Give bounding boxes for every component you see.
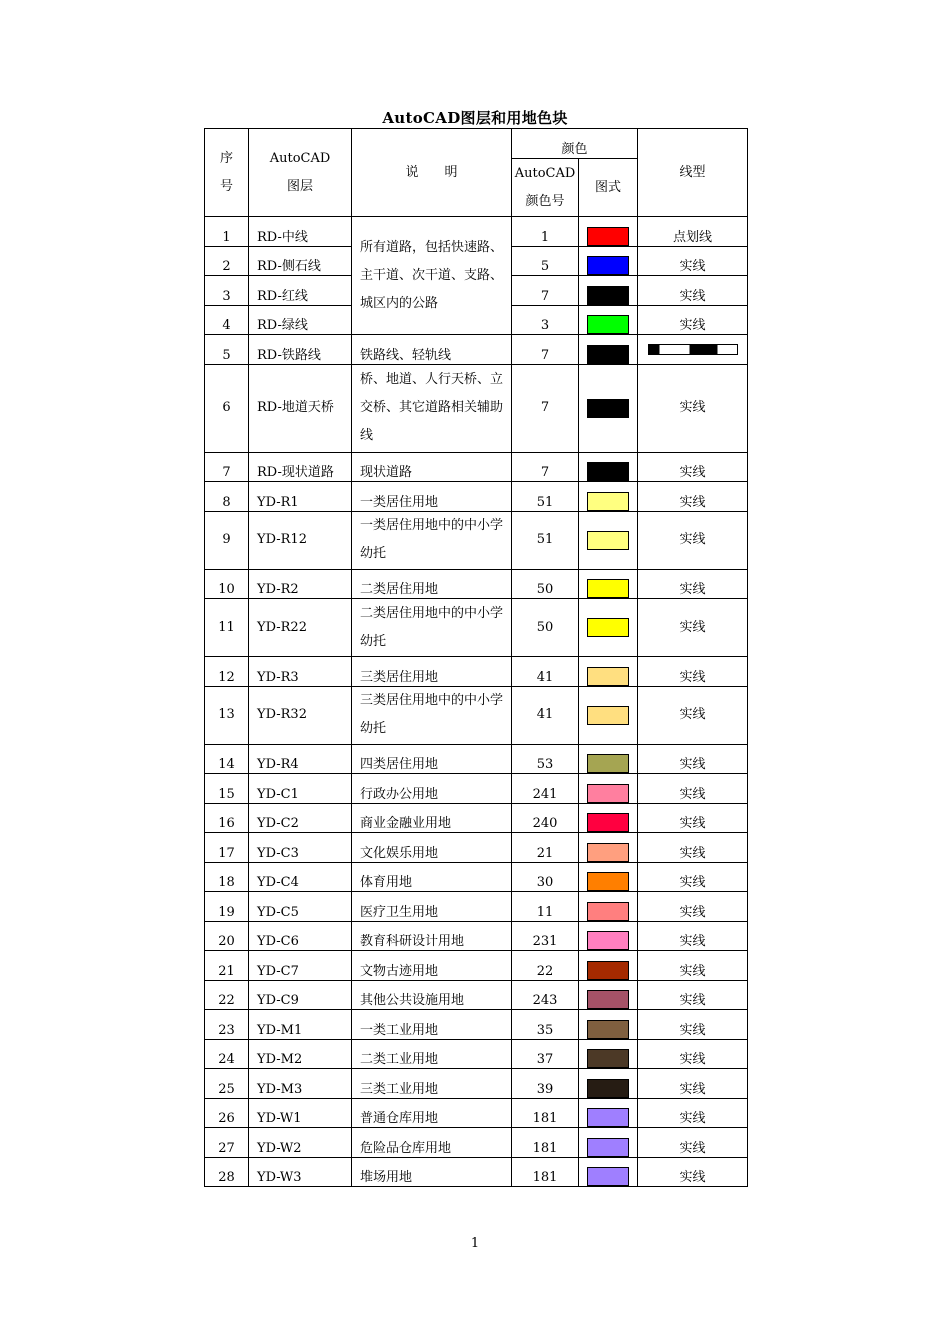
layer-name: YD-C7 bbox=[249, 951, 352, 981]
table-row bbox=[205, 833, 748, 863]
table-row bbox=[205, 364, 748, 452]
color-swatch-cell bbox=[579, 217, 638, 247]
linetype: 实线 bbox=[638, 569, 748, 599]
land-use-description: 二类居住用地中的中小学幼托 bbox=[352, 599, 512, 657]
color-number: 181 bbox=[512, 1157, 579, 1187]
row-number: 7 bbox=[205, 452, 249, 482]
color-number: 243 bbox=[512, 980, 579, 1010]
color-swatch bbox=[587, 961, 629, 980]
color-number: 181 bbox=[512, 1128, 579, 1158]
color-swatch-cell bbox=[579, 482, 638, 512]
table-row bbox=[205, 892, 748, 922]
land-use-description: 二类工业用地 bbox=[352, 1039, 512, 1069]
table-row bbox=[205, 1098, 748, 1128]
color-swatch-cell bbox=[579, 599, 638, 657]
linetype: 实线 bbox=[638, 482, 748, 512]
row-number: 22 bbox=[205, 980, 249, 1010]
color-swatch-cell bbox=[579, 452, 638, 482]
table-row bbox=[205, 744, 748, 774]
linetype: 实线 bbox=[638, 686, 748, 744]
land-use-description: 现状道路 bbox=[352, 452, 512, 482]
color-number: 181 bbox=[512, 1098, 579, 1128]
color-swatch bbox=[587, 754, 629, 773]
color-swatch-cell bbox=[579, 364, 638, 452]
header-color: 颜色 bbox=[512, 129, 638, 159]
color-number: 51 bbox=[512, 511, 579, 569]
color-number: 11 bbox=[512, 892, 579, 922]
color-number: 51 bbox=[512, 482, 579, 512]
linetype: 实线 bbox=[638, 1128, 748, 1158]
layer-color-table bbox=[204, 128, 748, 1187]
table-row bbox=[205, 1039, 748, 1069]
table-row bbox=[205, 951, 748, 981]
land-use-description: 三类居住用地中的中小学幼托 bbox=[352, 686, 512, 744]
table-row bbox=[205, 511, 748, 569]
color-swatch bbox=[587, 618, 629, 637]
row-number: 24 bbox=[205, 1039, 249, 1069]
color-number: 41 bbox=[512, 686, 579, 744]
header-color-no: AutoCAD 颜色号 bbox=[512, 159, 579, 217]
layer-name: YD-C9 bbox=[249, 980, 352, 1010]
land-use-description: 三类工业用地 bbox=[352, 1069, 512, 1099]
layer-name: RD-铁路线 bbox=[249, 335, 352, 365]
color-swatch-cell bbox=[579, 1069, 638, 1099]
row-number: 17 bbox=[205, 833, 249, 863]
row-number: 5 bbox=[205, 335, 249, 365]
color-number: 30 bbox=[512, 862, 579, 892]
color-swatch bbox=[587, 1108, 629, 1127]
row-number: 18 bbox=[205, 862, 249, 892]
land-use-description: 危险品仓库用地 bbox=[352, 1128, 512, 1158]
color-swatch-cell bbox=[579, 744, 638, 774]
linetype: 实线 bbox=[638, 1157, 748, 1187]
header-pattern: 图式 bbox=[579, 159, 638, 217]
row-number: 12 bbox=[205, 657, 249, 687]
row-number: 1 bbox=[205, 217, 249, 247]
color-swatch bbox=[587, 872, 629, 891]
row-number: 3 bbox=[205, 276, 249, 306]
color-swatch bbox=[587, 227, 629, 246]
layer-name: YD-R3 bbox=[249, 657, 352, 687]
color-swatch-cell bbox=[579, 1010, 638, 1040]
color-number: 50 bbox=[512, 569, 579, 599]
color-swatch bbox=[587, 579, 629, 598]
linetype: 实线 bbox=[638, 803, 748, 833]
layer-name: YD-R22 bbox=[249, 599, 352, 657]
layer-name: YD-M3 bbox=[249, 1069, 352, 1099]
land-use-description: 一类居住用地 bbox=[352, 482, 512, 512]
color-swatch bbox=[587, 345, 629, 364]
row-number: 23 bbox=[205, 1010, 249, 1040]
land-use-description: 三类居住用地 bbox=[352, 657, 512, 687]
road-group-description: 所有道路，包括快速路、主干道、次干道、支路、城区内的公路 bbox=[352, 217, 512, 335]
color-swatch-cell bbox=[579, 921, 638, 951]
row-number: 19 bbox=[205, 892, 249, 922]
layer-name: YD-C1 bbox=[249, 774, 352, 804]
color-swatch bbox=[587, 813, 629, 832]
color-number: 241 bbox=[512, 774, 579, 804]
color-number: 1 bbox=[512, 217, 579, 247]
color-swatch bbox=[587, 492, 629, 511]
row-number: 6 bbox=[205, 364, 249, 452]
color-swatch bbox=[587, 931, 629, 950]
layer-name: YD-M1 bbox=[249, 1010, 352, 1040]
land-use-description: 文化娱乐用地 bbox=[352, 833, 512, 863]
color-swatch bbox=[587, 1049, 629, 1068]
layer-name: YD-M2 bbox=[249, 1039, 352, 1069]
row-number: 8 bbox=[205, 482, 249, 512]
land-use-description: 堆场用地 bbox=[352, 1157, 512, 1187]
layer-name: RD-地道天桥 bbox=[249, 364, 352, 452]
row-number: 26 bbox=[205, 1098, 249, 1128]
color-number: 50 bbox=[512, 599, 579, 657]
color-number: 5 bbox=[512, 246, 579, 276]
linetype: 实线 bbox=[638, 744, 748, 774]
layer-name: YD-R4 bbox=[249, 744, 352, 774]
color-swatch-cell bbox=[579, 862, 638, 892]
land-use-description: 一类工业用地 bbox=[352, 1010, 512, 1040]
table-row bbox=[205, 921, 748, 951]
color-swatch-cell bbox=[579, 1039, 638, 1069]
color-number: 35 bbox=[512, 1010, 579, 1040]
railway-line-pattern-icon bbox=[648, 344, 738, 355]
header-linetype: 线型 bbox=[638, 129, 748, 217]
color-swatch-cell bbox=[579, 335, 638, 365]
layer-name: RD-中线 bbox=[249, 217, 352, 247]
table-row bbox=[205, 1128, 748, 1158]
linetype: 点划线 bbox=[638, 217, 748, 247]
layer-name: YD-R1 bbox=[249, 482, 352, 512]
linetype: 实线 bbox=[638, 921, 748, 951]
color-number: 53 bbox=[512, 744, 579, 774]
color-swatch-cell bbox=[579, 1128, 638, 1158]
layer-name: YD-W1 bbox=[249, 1098, 352, 1128]
table-header-row bbox=[205, 129, 748, 159]
linetype: 实线 bbox=[638, 1010, 748, 1040]
color-swatch-cell bbox=[579, 686, 638, 744]
header-layer: AutoCAD 图层 bbox=[249, 129, 352, 217]
table-row bbox=[205, 1157, 748, 1187]
land-use-description: 二类居住用地 bbox=[352, 569, 512, 599]
color-swatch-cell bbox=[579, 774, 638, 804]
linetype: 实线 bbox=[638, 892, 748, 922]
page-number: 1 bbox=[470, 1236, 480, 1251]
table-row bbox=[205, 599, 748, 657]
linetype: 实线 bbox=[638, 511, 748, 569]
color-number: 7 bbox=[512, 276, 579, 306]
land-use-description: 医疗卫生用地 bbox=[352, 892, 512, 922]
color-swatch bbox=[587, 706, 629, 725]
linetype: 实线 bbox=[638, 1069, 748, 1099]
layer-name: YD-C2 bbox=[249, 803, 352, 833]
land-use-description: 一类居住用地中的中小学幼托 bbox=[352, 511, 512, 569]
color-swatch bbox=[587, 286, 629, 305]
layer-name: RD-现状道路 bbox=[249, 452, 352, 482]
color-swatch-cell bbox=[579, 657, 638, 687]
color-swatch bbox=[587, 1079, 629, 1098]
table-row bbox=[205, 335, 748, 365]
color-swatch bbox=[587, 531, 629, 550]
color-swatch-cell bbox=[579, 803, 638, 833]
row-number: 20 bbox=[205, 921, 249, 951]
layer-name: YD-W2 bbox=[249, 1128, 352, 1158]
color-swatch bbox=[587, 399, 629, 418]
color-number: 22 bbox=[512, 951, 579, 981]
land-use-description: 体育用地 bbox=[352, 862, 512, 892]
layer-name: YD-R2 bbox=[249, 569, 352, 599]
color-swatch bbox=[587, 1167, 629, 1186]
color-swatch bbox=[587, 1020, 629, 1039]
row-number: 11 bbox=[205, 599, 249, 657]
layer-name: RD-侧石线 bbox=[249, 246, 352, 276]
land-use-description: 其他公共设施用地 bbox=[352, 980, 512, 1010]
row-number: 15 bbox=[205, 774, 249, 804]
linetype: 实线 bbox=[638, 364, 748, 452]
color-number: 37 bbox=[512, 1039, 579, 1069]
table-row bbox=[205, 657, 748, 687]
land-use-description: 普通仓库用地 bbox=[352, 1098, 512, 1128]
linetype: 实线 bbox=[638, 833, 748, 863]
row-number: 25 bbox=[205, 1069, 249, 1099]
color-swatch-cell bbox=[579, 951, 638, 981]
land-use-description: 文物古迹用地 bbox=[352, 951, 512, 981]
linetype: 实线 bbox=[638, 305, 748, 335]
row-number: 9 bbox=[205, 511, 249, 569]
layer-name: YD-C6 bbox=[249, 921, 352, 951]
color-swatch bbox=[587, 256, 629, 275]
color-swatch-cell bbox=[579, 569, 638, 599]
linetype: 实线 bbox=[638, 951, 748, 981]
color-number: 3 bbox=[512, 305, 579, 335]
land-use-description: 桥、地道、人行天桥、立交桥、其它道路相关辅助线 bbox=[352, 364, 512, 452]
color-number: 41 bbox=[512, 657, 579, 687]
linetype: 实线 bbox=[638, 276, 748, 306]
table-row bbox=[205, 452, 748, 482]
land-use-description: 四类居住用地 bbox=[352, 744, 512, 774]
layer-name: RD-绿线 bbox=[249, 305, 352, 335]
layer-name: YD-R12 bbox=[249, 511, 352, 569]
color-number: 7 bbox=[512, 364, 579, 452]
row-number: 2 bbox=[205, 246, 249, 276]
document-title: AutoCAD图层和用地色块 bbox=[382, 109, 568, 127]
color-swatch-cell bbox=[579, 276, 638, 306]
row-number: 14 bbox=[205, 744, 249, 774]
linetype: 实线 bbox=[638, 246, 748, 276]
linetype: 实线 bbox=[638, 774, 748, 804]
row-number: 4 bbox=[205, 305, 249, 335]
layer-name: YD-C3 bbox=[249, 833, 352, 863]
layer-name: YD-C4 bbox=[249, 862, 352, 892]
color-number: 7 bbox=[512, 452, 579, 482]
linetype: 实线 bbox=[638, 980, 748, 1010]
land-use-description: 铁路线、轻轨线 bbox=[352, 335, 512, 365]
row-number: 13 bbox=[205, 686, 249, 744]
table-row bbox=[205, 1010, 748, 1040]
layer-name: YD-R32 bbox=[249, 686, 352, 744]
color-swatch-cell bbox=[579, 833, 638, 863]
linetype bbox=[638, 335, 748, 365]
row-number: 27 bbox=[205, 1128, 249, 1158]
color-swatch-cell bbox=[579, 892, 638, 922]
color-swatch-cell bbox=[579, 511, 638, 569]
linetype: 实线 bbox=[638, 1098, 748, 1128]
table-row bbox=[205, 1069, 748, 1099]
linetype: 实线 bbox=[638, 452, 748, 482]
color-swatch bbox=[587, 462, 629, 481]
table-row bbox=[205, 482, 748, 512]
color-swatch bbox=[587, 1138, 629, 1157]
row-number: 16 bbox=[205, 803, 249, 833]
linetype: 实线 bbox=[638, 862, 748, 892]
color-swatch-cell bbox=[579, 980, 638, 1010]
row-number: 10 bbox=[205, 569, 249, 599]
table-row bbox=[205, 803, 748, 833]
color-number: 7 bbox=[512, 335, 579, 365]
color-number: 240 bbox=[512, 803, 579, 833]
header-desc: 说 明 bbox=[352, 129, 512, 217]
color-number: 21 bbox=[512, 833, 579, 863]
color-swatch bbox=[587, 902, 629, 921]
color-swatch bbox=[587, 667, 629, 686]
color-swatch-cell bbox=[579, 1157, 638, 1187]
color-number: 231 bbox=[512, 921, 579, 951]
table-row bbox=[205, 980, 748, 1010]
table-row bbox=[205, 862, 748, 892]
linetype: 实线 bbox=[638, 657, 748, 687]
table-row bbox=[205, 686, 748, 744]
color-swatch bbox=[587, 990, 629, 1009]
color-swatch-cell bbox=[579, 305, 638, 335]
row-number: 21 bbox=[205, 951, 249, 981]
color-swatch bbox=[587, 784, 629, 803]
linetype: 实线 bbox=[638, 599, 748, 657]
color-swatch bbox=[587, 843, 629, 862]
color-swatch bbox=[587, 315, 629, 334]
layer-name: RD-红线 bbox=[249, 276, 352, 306]
land-use-description: 教育科研设计用地 bbox=[352, 921, 512, 951]
color-number: 39 bbox=[512, 1069, 579, 1099]
land-use-description: 行政办公用地 bbox=[352, 774, 512, 804]
land-use-description: 商业金融业用地 bbox=[352, 803, 512, 833]
row-number: 28 bbox=[205, 1157, 249, 1187]
table-row bbox=[205, 774, 748, 804]
table-row bbox=[205, 569, 748, 599]
table-row bbox=[205, 217, 748, 247]
color-swatch-cell bbox=[579, 1098, 638, 1128]
layer-name: YD-C5 bbox=[249, 892, 352, 922]
color-swatch-cell bbox=[579, 246, 638, 276]
header-seq: 序 号 bbox=[205, 129, 249, 217]
layer-name: YD-W3 bbox=[249, 1157, 352, 1187]
linetype: 实线 bbox=[638, 1039, 748, 1069]
